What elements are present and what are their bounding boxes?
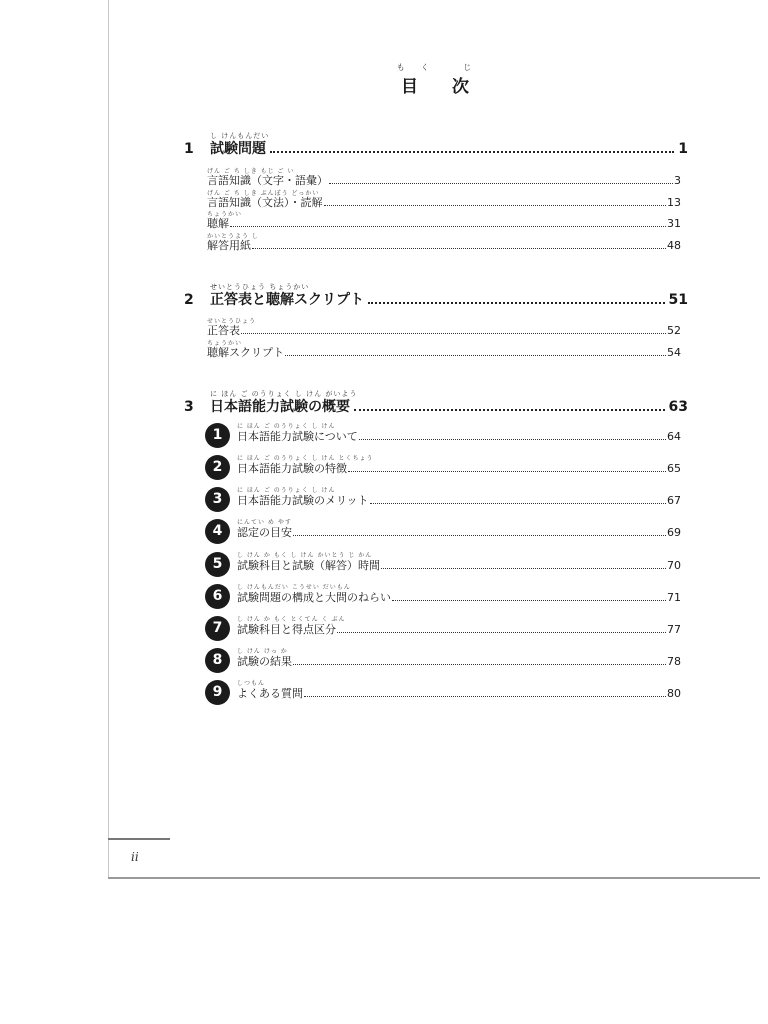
dot-leader: [359, 439, 666, 440]
dot-leader: [293, 535, 666, 536]
entry-ruby: にんてい め やす: [237, 519, 292, 526]
entry-ruby: せいとうひょう: [207, 318, 257, 325]
entry-page: 52: [667, 324, 681, 337]
dot-leader: [230, 226, 666, 227]
entry-page: 71: [667, 591, 681, 604]
title-ruby: もく じ: [396, 63, 488, 72]
number-badge: 4: [205, 519, 230, 544]
title-text: 目 次: [401, 77, 483, 97]
entry-page: 3: [674, 174, 681, 187]
entry-label: よくある質問: [237, 687, 303, 700]
dot-leader: [241, 333, 666, 334]
page-number: ii: [131, 850, 139, 864]
number-badge: 7: [205, 616, 230, 641]
number-badge: 9: [205, 680, 230, 705]
number-badge: 5: [205, 552, 230, 577]
entry-page: 65: [667, 462, 681, 475]
section-number: 2: [184, 292, 194, 308]
entry-page: 69: [667, 526, 681, 539]
entry-ruby: かいとうよう し: [207, 233, 259, 240]
section-title: 試験問題: [210, 141, 266, 157]
page-bottom-edge: [108, 877, 760, 879]
dot-leader: [370, 503, 666, 504]
footer-rule: [108, 838, 170, 840]
section-number: 1: [184, 141, 194, 157]
dot-leader: [329, 183, 673, 184]
dot-leader: [381, 568, 666, 569]
number-badge: 8: [205, 648, 230, 673]
entry-label: 認定の目安: [237, 526, 292, 539]
entry-page: 80: [667, 687, 681, 700]
section-page: 1: [678, 141, 688, 157]
entry-page: 64: [667, 430, 681, 443]
page-title: [0, 62, 768, 97]
number-badge: 1: [205, 423, 230, 448]
section-number: 3: [184, 399, 194, 415]
entry-label: 解答用紙: [207, 239, 251, 252]
entry-label: 試験の結果: [237, 655, 292, 668]
dot-leader: [348, 471, 666, 472]
entry-label: 日本語能力試験の特徴: [237, 462, 347, 475]
entry-page: 67: [667, 494, 681, 507]
entry-ruby: しつもん: [237, 680, 266, 687]
entry-page: 70: [667, 559, 681, 572]
entry-ruby: げん ご ち しき もじ ご い: [207, 168, 295, 175]
section-page: 63: [668, 399, 688, 415]
dot-leader: [285, 355, 666, 356]
page-edge: [108, 0, 109, 878]
entry-label: 正答表: [207, 324, 240, 337]
entry-page: 31: [667, 217, 681, 230]
dot-leader: [337, 632, 666, 633]
entry-label: 聴解スクリプト: [207, 346, 284, 359]
entry-label: 日本語能力試験について: [237, 430, 358, 443]
entry-ruby: に ほん ご のうりょく し けん: [237, 487, 336, 494]
entry-page: 48: [667, 239, 681, 252]
dot-leader: [270, 151, 674, 153]
dot-leader: [304, 696, 666, 697]
number-badge: 3: [205, 487, 230, 512]
dot-leader: [392, 600, 666, 601]
dot-leader: [324, 205, 667, 206]
dot-leader: [252, 248, 666, 249]
entry-ruby: に ほん ご のうりょく し けん: [237, 423, 336, 430]
entry-ruby: に ほん ご のうりょく し けん とくちょう: [237, 455, 374, 462]
section-ruby: に ほん ご のうりょく し けん がいよう: [210, 390, 358, 398]
entry-page: 77: [667, 623, 681, 636]
entry-ruby: ちょうかい: [207, 211, 243, 218]
entry-ruby: ちょうかい: [207, 340, 243, 347]
entry-label: 試験問題の構成と大問のねらい: [237, 591, 391, 604]
entry-ruby: し けん か もく とくてん く ぶん: [237, 616, 346, 623]
dot-leader: [293, 664, 666, 665]
entry-label: 試験科目と得点区分: [237, 623, 336, 636]
entry-label: 言語知識（文字・語彙）: [207, 174, 328, 187]
entry-page: 13: [667, 196, 681, 209]
section-ruby: せいとうひょう ちょうかい: [210, 283, 310, 291]
dot-leader: [354, 409, 665, 411]
section-title: 日本語能力試験の概要: [210, 399, 350, 415]
dot-leader: [368, 302, 665, 304]
section-ruby: し けんもんだい: [210, 132, 270, 140]
entry-label: 日本語能力試験のメリット: [237, 494, 369, 507]
entry-page: 78: [667, 655, 681, 668]
entry-page: 54: [667, 346, 681, 359]
entry-label: 聴解: [207, 217, 229, 230]
section-title: 正答表と聴解スクリプト: [210, 292, 364, 308]
number-badge: 6: [205, 584, 230, 609]
number-badge: 2: [205, 455, 230, 480]
entry-label: 言語知識（文法）・読解: [207, 196, 323, 209]
entry-ruby: し けん けっ か: [237, 648, 288, 655]
entry-label: 試験科目と試験（解答）時間: [237, 559, 380, 572]
entry-ruby: げん ご ち しき ぶんぽう どっかい: [207, 190, 320, 197]
section-page: 51: [668, 292, 688, 308]
entry-ruby: し けんもんだい こうせい だいもん: [237, 584, 351, 591]
entry-ruby: し けん か もく し けん かいとう じ かん: [237, 552, 373, 559]
